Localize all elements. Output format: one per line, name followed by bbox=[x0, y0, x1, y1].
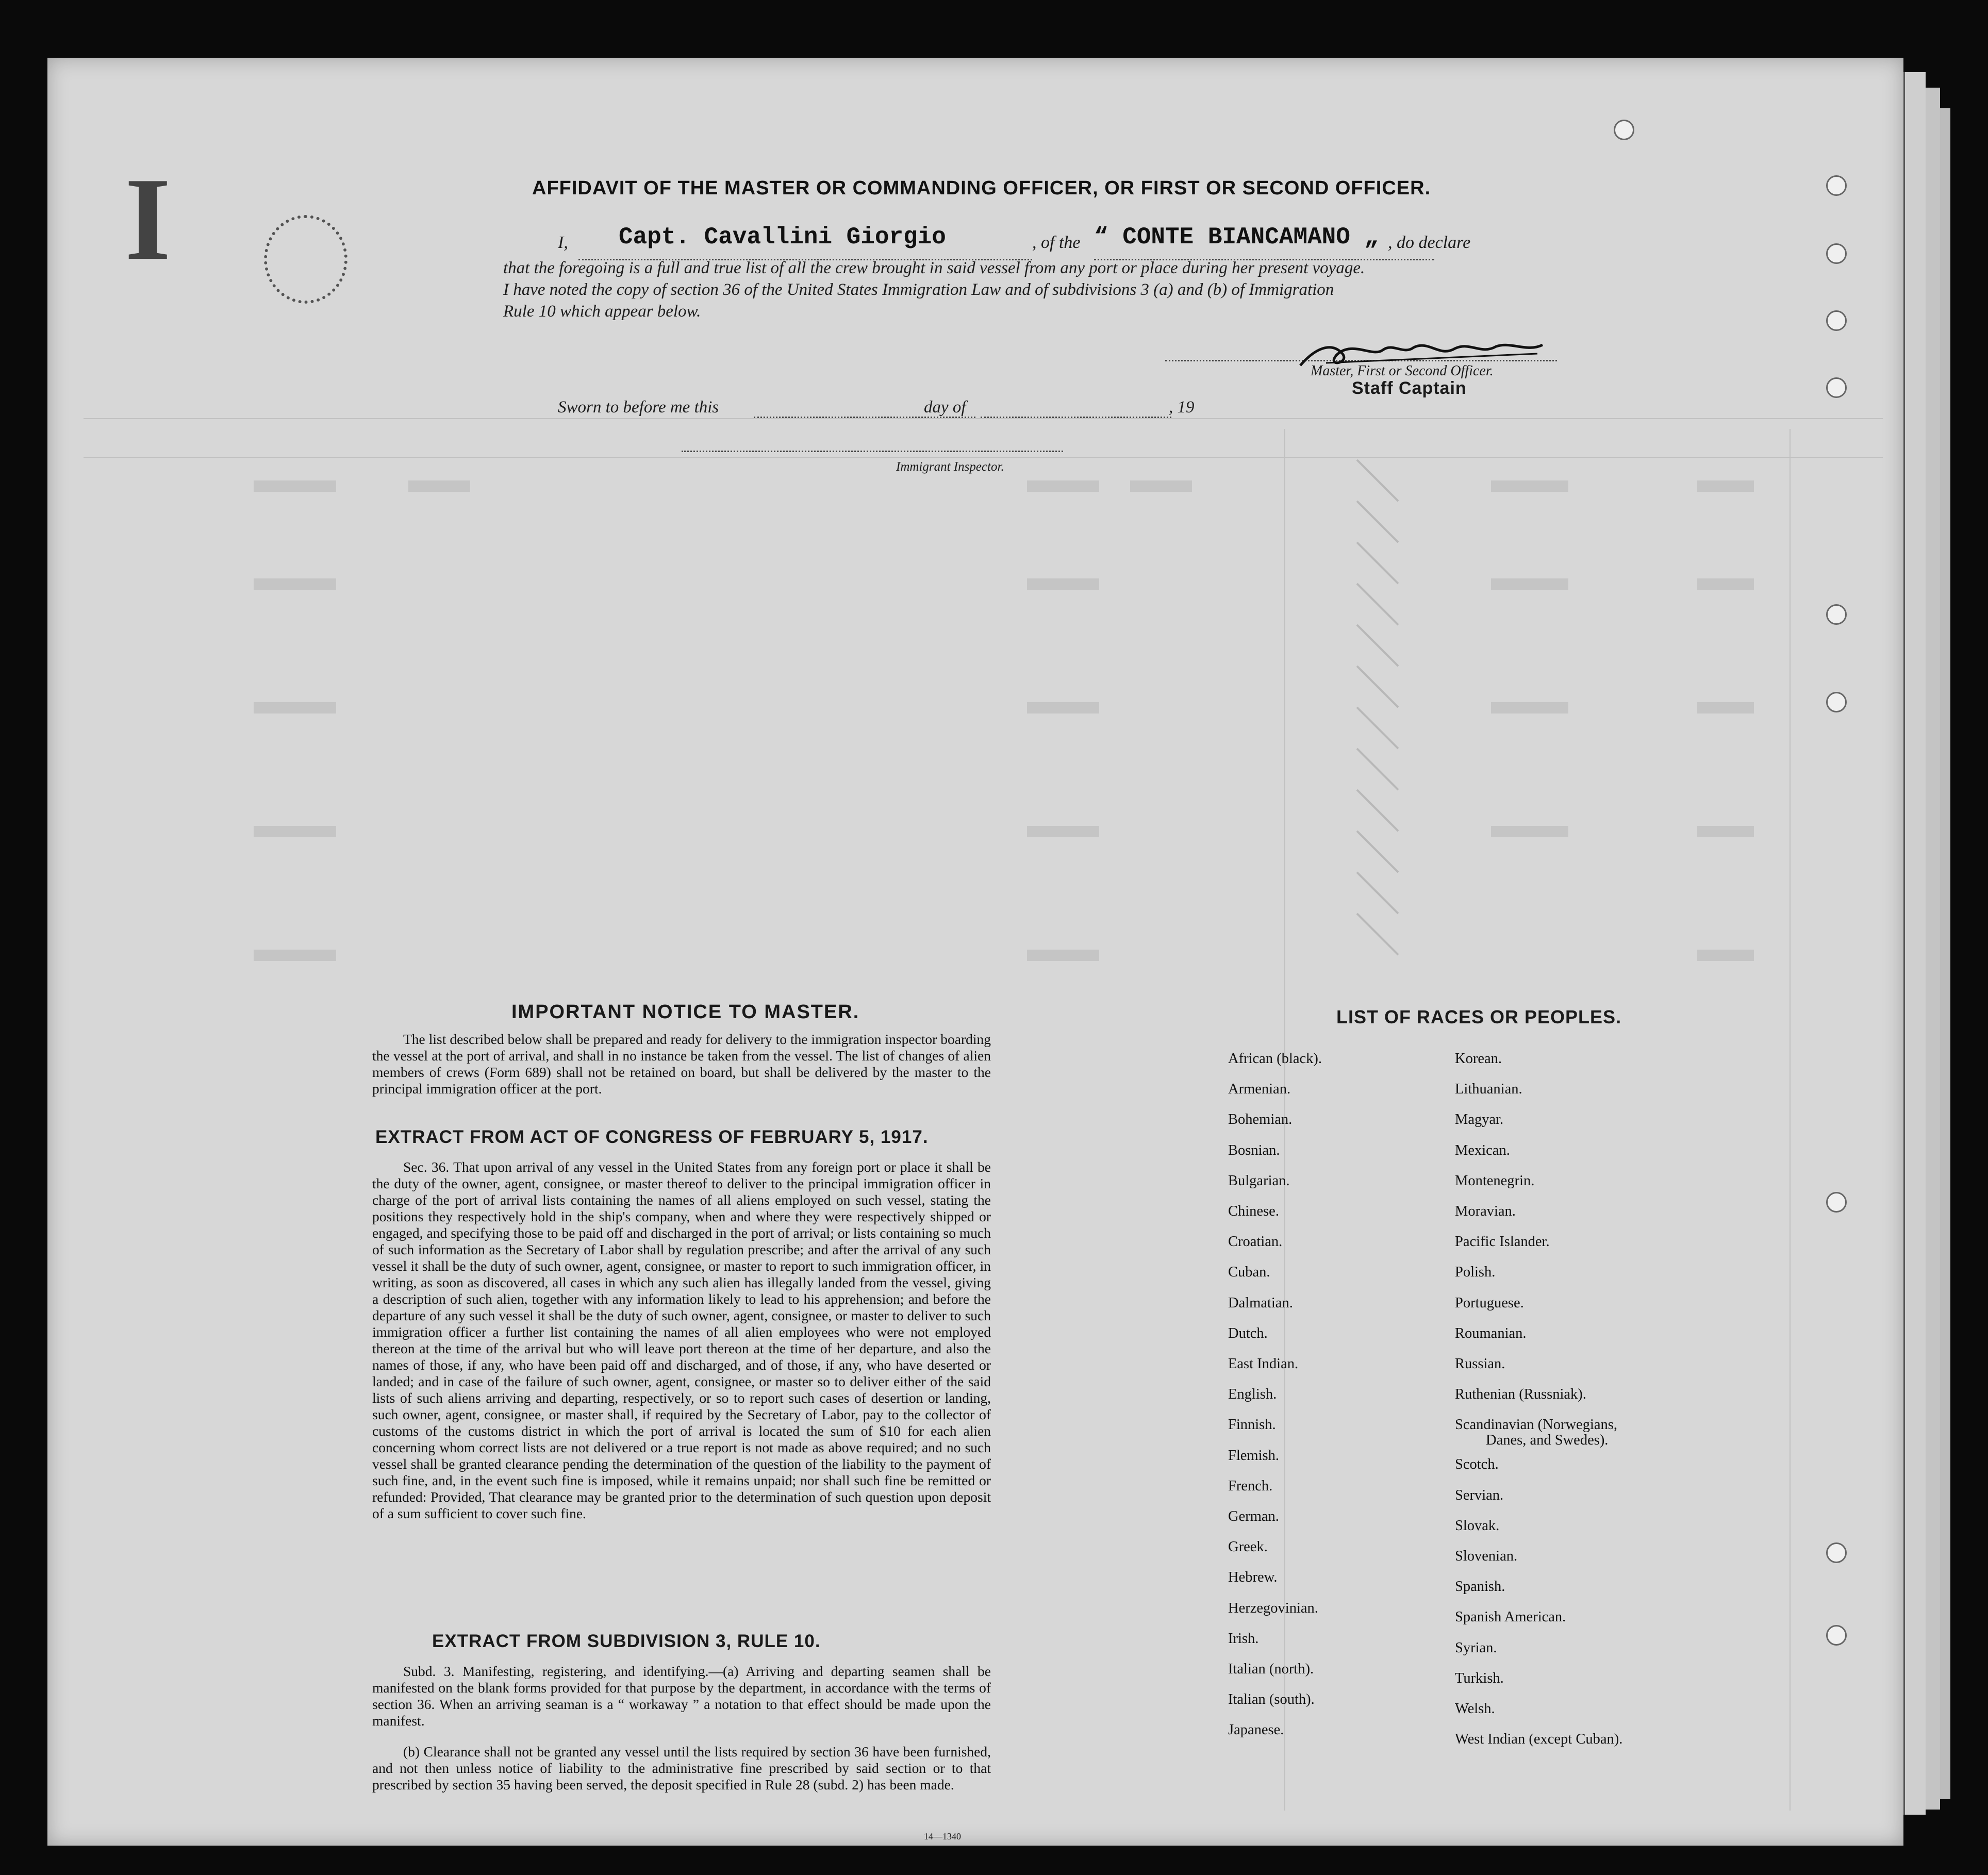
race-item: Bohemian. bbox=[1228, 1111, 1293, 1128]
race-item: Danes, and Swedes). bbox=[1486, 1432, 1609, 1449]
notice-title: IMPORTANT NOTICE TO MASTER. bbox=[511, 1001, 860, 1023]
extract-rule-title: EXTRACT FROM SUBDIVISION 3, RULE 10. bbox=[432, 1631, 821, 1651]
race-item: German. bbox=[1228, 1508, 1279, 1524]
race-item: West Indian (except Cuban). bbox=[1455, 1731, 1623, 1748]
extract-act-title: EXTRACT FROM ACT OF CONGRESS OF FEBRUARY 5, 1917. bbox=[375, 1127, 929, 1147]
affidavit-heading: AFFIDAVIT OF THE MASTER OR COMMANDING OFFICER, OR FIRST OR SECOND OFFICER. bbox=[532, 177, 1431, 199]
inspector-signature-line bbox=[682, 451, 1063, 452]
race-item: Servian. bbox=[1455, 1487, 1504, 1503]
race-item: Greek. bbox=[1228, 1539, 1268, 1555]
race-item: Lithuanian. bbox=[1455, 1081, 1522, 1098]
race-item: Dutch. bbox=[1228, 1325, 1268, 1341]
race-item: Chinese. bbox=[1228, 1203, 1279, 1219]
race-item: Korean. bbox=[1455, 1051, 1502, 1067]
binder-hole bbox=[1826, 1542, 1847, 1563]
race-item: Ruthenian (Russniak). bbox=[1455, 1386, 1586, 1403]
sworn-label: Sworn to before me this bbox=[558, 398, 719, 417]
master-name-field: Capt. Cavallini Giorgio bbox=[619, 224, 946, 251]
race-item: Moravian. bbox=[1455, 1203, 1516, 1219]
race-item: Slovenian. bbox=[1455, 1548, 1518, 1564]
form-number: 14—1340 bbox=[924, 1831, 961, 1841]
circular-stamp bbox=[264, 215, 347, 304]
race-item: Portuguese. bbox=[1455, 1295, 1524, 1311]
of-the-label: , of the bbox=[1032, 233, 1081, 252]
day-of-label: day of bbox=[924, 398, 966, 417]
race-item: Turkish. bbox=[1455, 1670, 1504, 1686]
notice-text: The list described below shall be prepared and ready for delivery to the immigration inspector boarding the vessel at the port of arrival, and shall in no instance be taken from the vessel. The list of changes of alien members of crews (Form 689) shall not be retained on board, but shall be delivered by the master to the principal immigration officer at the port. bbox=[372, 1031, 991, 1097]
extract-act-text: Sec. 36. That upon arrival of any vessel in the United States from any foreign port or place it shall be the duty of the owner, agent, consignee, or master thereof to deliver to the principal immigration officer in charge of the port of arrival lists containing the names of all aliens employed on such vessel, stating the positions they respectively hold in the ship's company, when and where they were respectively shipped or engaged, and specifying those to be paid off and discharged in the port of arrival; or lists containing so much of such information as the Secretary of Labor shall by regulation prescribe; and after the arrival of any such vessel it shall be the duty of such owner, agent, consignee, or master to report to such immigration officer, in writing, as soon as discovered, all cases in which any such alien has illegally landed from the vessel, giving a description of such alien, together with any information likely to lead to his apprehension; and before the departure of any such vessel it shall be the duty of such owner, agent, consignee, or master to deliver to such immigration officer a further list containing the names of all alien employees who were not employed thereon at the time of the arrival but who will leave port thereon at the time of her departure, and also the names of those, if any, who have been paid off and discharged, and of those, if any, who have deserted or landed; and in case of the failure of such owner, agent, consignee, or master so to deliver either of the said lists of such aliens arriving and departing, respectively, or so to report such cases of desertion or landing, such owner, agent, consignee, or master shall, if required by the Secretary of Labor, pay to the collector of customs of the customs district in which the port of arrival is located the sum of $10 for each alien concerning whom correct lists are not delivered or a true report is not made as above required; and no such vessel shall be granted clearance pending the determination of the question of the liability to the payment of such fine, and, in the event such fine is imposed, while it remains unpaid; nor shall such fine be remitted or refunded: Provided, That clearance may be granted prior to the determination of such question upon deposit of a sum sufficient to cover such fine. bbox=[372, 1159, 991, 1521]
affidavit-line-4: Rule 10 which appear below. bbox=[503, 302, 701, 321]
race-item: Dalmatian. bbox=[1228, 1295, 1293, 1311]
race-item: Bosnian. bbox=[1228, 1142, 1280, 1158]
signature-caption: Master, First or Second Officer. bbox=[1311, 363, 1494, 379]
sworn-month-line bbox=[981, 417, 1171, 418]
race-item: Irish. bbox=[1228, 1630, 1259, 1647]
bleed-through-grid bbox=[47, 58, 1903, 1846]
race-item: African (black). bbox=[1228, 1051, 1322, 1067]
binder-hole bbox=[1826, 1192, 1847, 1213]
race-item: Magyar. bbox=[1455, 1111, 1504, 1128]
race-item: Finnish. bbox=[1228, 1417, 1276, 1433]
race-item: Polish. bbox=[1455, 1264, 1496, 1281]
binder-hole bbox=[1826, 692, 1847, 712]
document-sheet bbox=[47, 58, 1903, 1846]
race-item: Japanese. bbox=[1228, 1722, 1284, 1738]
affidavit-i-label: I, bbox=[558, 233, 568, 252]
binder-hole bbox=[1826, 243, 1847, 264]
race-item: East Indian. bbox=[1228, 1356, 1299, 1372]
race-item: Slovak. bbox=[1455, 1517, 1500, 1534]
race-item: Pacific Islander. bbox=[1455, 1234, 1550, 1250]
vessel-name-field: “ CONTE BIANCAMANO „ bbox=[1094, 224, 1379, 251]
binder-hole bbox=[1826, 175, 1847, 196]
race-item: Scandinavian (Norwegians, bbox=[1455, 1417, 1617, 1433]
races-title: LIST OF RACES OR PEOPLES. bbox=[1336, 1006, 1622, 1027]
binder-hole bbox=[1826, 377, 1847, 398]
affidavit-line-3: I have noted the copy of section 36 of the United States Immigration Law and of subdivisions 3 (a) and (b) of Immigration bbox=[503, 280, 1334, 299]
year-label: , 19 bbox=[1169, 398, 1195, 417]
race-item: Roumanian. bbox=[1455, 1325, 1527, 1341]
race-item: Herzegovinian. bbox=[1228, 1600, 1318, 1616]
race-item: Syrian. bbox=[1455, 1639, 1497, 1656]
race-item: Mexican. bbox=[1455, 1142, 1510, 1158]
race-item: English. bbox=[1228, 1386, 1277, 1403]
extract-rule-text-b: (b) Clearance shall not be granted any vessel until the lists required by section 36 have been furnished, and not then unless notice of liability to the administrative fine prescribed by said section or to that prescribed by section 35 having been served, the deposit specified in Rule 28 (subd. 2) has been made. bbox=[372, 1744, 991, 1793]
race-item: Flemish. bbox=[1228, 1447, 1279, 1464]
race-item: Russian. bbox=[1455, 1356, 1505, 1372]
race-item: Hebrew. bbox=[1228, 1569, 1278, 1586]
binder-hole bbox=[1826, 310, 1847, 331]
binder-hole bbox=[1826, 604, 1847, 625]
race-item: Welsh. bbox=[1455, 1701, 1495, 1717]
do-declare-label: , do declare bbox=[1388, 233, 1471, 252]
register-letter-mark: I bbox=[125, 153, 171, 285]
page-edge bbox=[1924, 88, 1940, 1810]
race-item: Bulgarian. bbox=[1228, 1172, 1290, 1189]
extract-rule-text-a: Subd. 3. Manifesting, registering, and identifying.—(a) Arriving and departing seamen shall be manifested on the blank forms provided for that purpose by the department, in accordance with the terms of section 36. When an arriving seaman is a “ workaway ” a notation to that effect should be made upon the manifest. bbox=[372, 1663, 991, 1729]
race-item: Italian (north). bbox=[1228, 1661, 1314, 1677]
race-item: Scotch. bbox=[1455, 1456, 1499, 1473]
inspector-label: Immigrant Inspector. bbox=[896, 460, 1004, 474]
binder-hole bbox=[1826, 1625, 1847, 1646]
race-item: Spanish American. bbox=[1455, 1609, 1566, 1625]
race-item: Spanish. bbox=[1455, 1579, 1505, 1595]
binder-hole bbox=[1614, 120, 1634, 140]
staff-captain-stamp: Staff Captain bbox=[1352, 378, 1467, 398]
race-item: Montenegrin. bbox=[1455, 1172, 1535, 1189]
race-item: Croatian. bbox=[1228, 1234, 1283, 1250]
race-item: Italian (south). bbox=[1228, 1691, 1315, 1708]
race-item: Armenian. bbox=[1228, 1081, 1291, 1098]
affidavit-line-2: that the foregoing is a full and true list of all the crew brought in said vessel from any port or place during her present voyage. bbox=[503, 259, 1365, 277]
page-edge bbox=[1903, 72, 1926, 1815]
race-item: French. bbox=[1228, 1478, 1273, 1494]
page-edge bbox=[1939, 108, 1950, 1799]
race-item: Cuban. bbox=[1228, 1264, 1270, 1281]
